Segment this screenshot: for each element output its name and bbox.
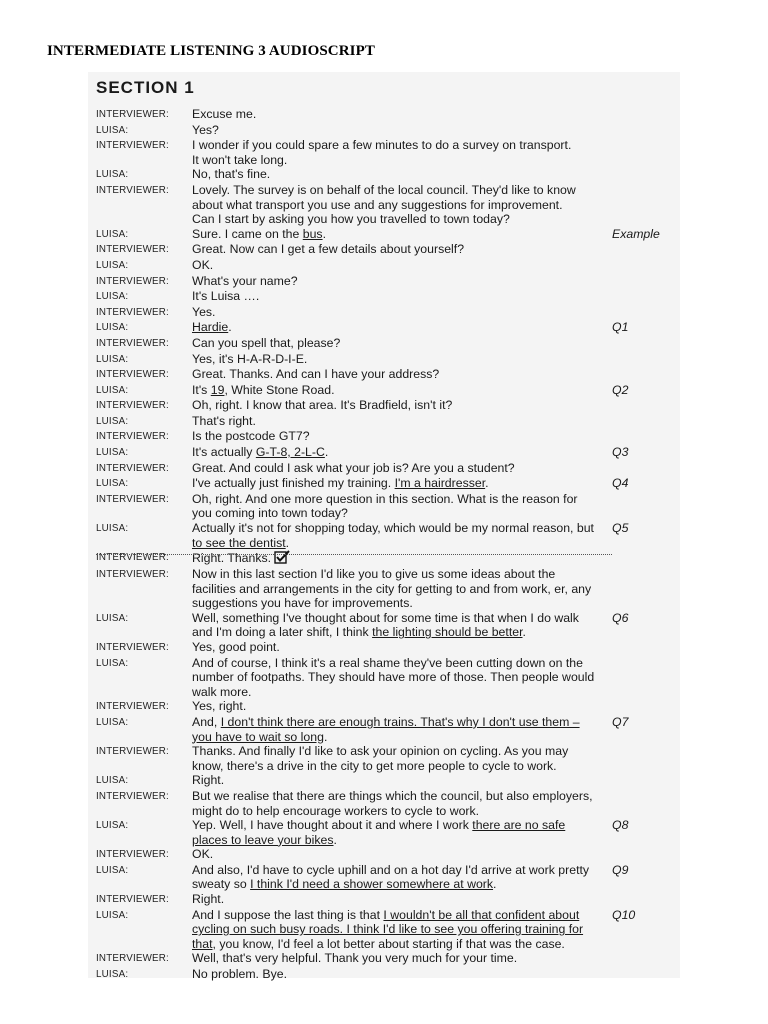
speech-line	[192, 715, 612, 730]
speaker-label: LUISA:	[96, 969, 129, 981]
answer-underlined: G-T-8, 2-L-C	[255, 445, 325, 460]
speech-line	[192, 521, 612, 536]
dialogue-turn	[96, 521, 676, 550]
text-segment: And of course, I think it's a real shame they've been cutting down on the	[192, 655, 583, 670]
speaker-label: LUISA:	[96, 523, 129, 535]
speech-line	[192, 320, 612, 335]
speech-text	[192, 383, 612, 398]
text-segment: , you know, I'd feel a lot better about starting if that was the case.	[212, 936, 565, 951]
speech-text	[192, 656, 612, 700]
speech-text	[192, 818, 612, 847]
section-heading: SECTION 1	[96, 78, 195, 97]
text-segment: Can I start by asking you how you travelled to town today?	[192, 212, 510, 227]
text-segment: Right.	[192, 773, 225, 788]
speech-text	[192, 892, 612, 907]
dialogue-turn	[96, 715, 676, 744]
speech-line	[192, 167, 612, 182]
speech-line	[192, 744, 612, 759]
speech-line	[192, 445, 612, 460]
speech-line	[192, 227, 612, 242]
text-segment: I've actually just finished my training.	[192, 476, 395, 491]
speaker-label: INTERVIEWER:	[96, 790, 169, 802]
speech-line	[192, 429, 612, 444]
speaker-label: LUISA:	[96, 775, 129, 787]
question-tag: Example	[612, 226, 660, 241]
speech-text	[192, 336, 612, 351]
dialogue-turn	[96, 167, 676, 183]
text-segment: That's right.	[192, 413, 256, 428]
speech-text	[192, 640, 612, 655]
answer-underlined: I wouldn't be all that confident about	[383, 907, 580, 922]
question-tag: Q7	[612, 714, 629, 729]
speech-text	[192, 789, 612, 818]
document-title: INTERMEDIATE LISTENING 3 AUDIOSCRIPT	[47, 43, 375, 59]
speaker-label: INTERVIEWER:	[96, 641, 169, 653]
speech-text	[192, 908, 612, 952]
speech-text	[192, 773, 612, 788]
speaker-label: INTERVIEWER:	[96, 431, 169, 443]
dialogue-turn	[96, 305, 676, 321]
text-segment: Right.	[192, 892, 225, 907]
answer-underlined: to see the dentist	[192, 535, 286, 550]
speech-line	[192, 625, 612, 640]
dialogue-turn	[96, 818, 676, 847]
text-segment: .	[522, 625, 526, 640]
speaker-label: INTERVIEWER:	[96, 894, 169, 906]
speech-line	[192, 759, 612, 774]
speech-text	[192, 183, 612, 227]
speaker-label: INTERVIEWER:	[96, 140, 169, 152]
speaker-label: INTERVIEWER:	[96, 275, 169, 287]
text-segment: Can you spell that, please?	[192, 335, 341, 350]
speech-text	[192, 414, 612, 429]
text-segment: Yes, it's H-A-R-D-I-E.	[192, 351, 308, 366]
dialogue-turn	[96, 289, 676, 305]
speaker-label: INTERVIEWER:	[96, 462, 169, 474]
text-segment: .	[323, 729, 328, 744]
dialogue-turn	[96, 445, 676, 461]
speech-line	[192, 336, 612, 351]
text-segment: Great. And could I ask what your job is? Are you a student?	[192, 460, 515, 475]
speech-line	[192, 258, 612, 273]
question-tag: Q9	[612, 862, 629, 877]
speaker-label: LUISA:	[96, 716, 129, 728]
speech-text	[192, 398, 612, 413]
text-segment: And,	[192, 714, 221, 729]
speech-text	[192, 967, 612, 982]
question-tag: Q10	[612, 907, 636, 922]
speech-line	[192, 656, 612, 671]
checkbox-checked-icon	[274, 550, 290, 564]
speech-line	[192, 818, 612, 833]
speaker-label: INTERVIEWER:	[96, 701, 169, 713]
speaker-label: LUISA:	[96, 864, 129, 876]
speech-text	[192, 258, 612, 273]
speech-text	[192, 550, 612, 566]
speaker-label: INTERVIEWER:	[96, 109, 169, 120]
text-segment: Actually it's not for shopping today, which would be my normal reason, but	[192, 521, 594, 536]
speaker-label: LUISA:	[96, 169, 129, 181]
speech-text	[192, 320, 612, 335]
text-segment: .	[324, 445, 329, 460]
speech-line	[192, 242, 612, 257]
answer-underlined: there are no safe	[472, 818, 566, 833]
text-segment: Yes, good point.	[192, 639, 280, 654]
answer-underlined: I don't think there are enough trains. That's why I don't use them –	[220, 714, 580, 729]
speech-text	[192, 274, 612, 289]
speaker-label: LUISA:	[96, 353, 129, 365]
speaker-label: LUISA:	[96, 124, 129, 136]
question-tag: Q6	[612, 610, 629, 625]
question-tag: Q5	[612, 521, 629, 536]
text-segment: might do to help encourage workers to cycle to work.	[192, 803, 480, 818]
text-segment: Excuse me.	[192, 107, 257, 121]
text-segment: .	[493, 877, 497, 892]
speech-line	[192, 730, 612, 745]
speech-line	[192, 833, 612, 848]
speech-line	[192, 138, 612, 153]
text-segment: No, that's fine.	[192, 167, 271, 182]
speech-line	[192, 492, 612, 507]
text-segment: walk more.	[192, 684, 252, 699]
dialogue-turn	[96, 789, 676, 818]
text-segment: .	[322, 226, 326, 241]
dialogue-turn	[96, 352, 676, 368]
dialogue-turn	[96, 320, 676, 336]
speech-line	[192, 922, 612, 937]
dialogue-turn	[96, 227, 676, 243]
dialogue-part-1	[96, 107, 676, 566]
speech-line	[192, 352, 612, 367]
speech-line	[192, 414, 612, 429]
dialogue-turn	[96, 367, 676, 383]
text-segment: Yes.	[192, 304, 216, 319]
text-segment: number of footpaths. They should have more of those. Then people would	[192, 670, 595, 685]
speech-line	[192, 773, 612, 788]
speech-text	[192, 167, 612, 182]
dialogue-turn	[96, 492, 676, 521]
speech-line	[192, 789, 612, 804]
speaker-label: LUISA:	[96, 820, 129, 832]
speaker-label: LUISA:	[96, 291, 129, 303]
dialogue-turn	[96, 892, 676, 908]
text-segment: And I suppose the last thing is that	[192, 907, 384, 922]
speech-line	[192, 367, 612, 382]
speaker-label: INTERVIEWER:	[96, 849, 169, 861]
text-segment: know, there's a drive in the city to get more people to cycle to work.	[192, 758, 557, 773]
speaker-label: INTERVIEWER:	[96, 746, 169, 758]
answer-underlined: the lighting should be better	[372, 625, 523, 640]
dialogue-turn	[96, 183, 676, 227]
speaker-label: INTERVIEWER:	[96, 369, 169, 381]
speech-text	[192, 492, 612, 521]
speech-text	[192, 476, 612, 491]
speech-text	[192, 567, 612, 611]
speech-line	[192, 398, 612, 413]
text-segment: I wonder if you could spare a few minutes to do a survey on transport.	[192, 138, 572, 153]
speech-line	[192, 183, 612, 198]
text-segment: Now in this last section I'd like you to give us some ideas about the	[192, 567, 556, 581]
text-segment: OK.	[192, 847, 214, 862]
text-segment: about what transport you use and any suggestions for improvement.	[192, 197, 563, 212]
speech-text	[192, 847, 612, 862]
speech-text	[192, 445, 612, 460]
answer-underlined: places to leave your bikes	[192, 832, 334, 847]
speech-line	[192, 908, 612, 923]
speech-line	[192, 951, 612, 966]
speech-line	[192, 804, 612, 819]
text-segment: sweaty so	[192, 877, 251, 892]
text-segment: Great. Thanks. And can I have your address?	[192, 367, 440, 382]
dialogue-turn	[96, 951, 676, 967]
speech-text	[192, 715, 612, 744]
speech-line	[192, 506, 612, 521]
text-segment: It won't take long.	[192, 152, 288, 167]
speech-line	[192, 699, 612, 714]
speech-line	[192, 640, 612, 655]
answer-underlined: cycling on such busy roads. I think I'd like to see you offering training for	[192, 922, 584, 937]
speech-line	[192, 383, 612, 398]
speech-line	[192, 847, 612, 862]
dialogue-turn	[96, 863, 676, 892]
text-segment: Thanks. And finally I'd like to ask your opinion on cycling. As you may	[192, 744, 569, 759]
speaker-label: LUISA:	[96, 657, 129, 669]
speech-text	[192, 107, 612, 122]
question-tag: Q8	[612, 818, 629, 833]
dialogue-turn	[96, 640, 676, 656]
answer-underlined: Hardie	[192, 320, 229, 335]
speech-text	[192, 699, 612, 714]
speech-line	[192, 877, 612, 892]
speaker-label: INTERVIEWER:	[96, 244, 169, 256]
section-divider	[96, 554, 612, 555]
speech-line	[192, 611, 612, 626]
speech-text	[192, 123, 612, 138]
speaker-label: LUISA:	[96, 384, 129, 396]
question-tag: Q3	[612, 445, 629, 460]
speaker-label: INTERVIEWER:	[96, 400, 169, 412]
text-segment: What's your name?	[192, 273, 298, 288]
dialogue-turn	[96, 611, 676, 640]
speech-text	[192, 138, 612, 167]
dialogue-turn	[96, 138, 676, 167]
text-segment: No problem. Bye.	[192, 967, 288, 982]
text-segment: you coming into town today?	[192, 506, 348, 521]
speech-line	[192, 937, 612, 952]
speech-text	[192, 521, 612, 550]
speech-text	[192, 367, 612, 382]
speaker-label: INTERVIEWER:	[96, 953, 169, 965]
question-tag: Q1	[612, 320, 629, 335]
speech-line	[192, 596, 612, 611]
speech-line	[192, 289, 612, 304]
text-segment: .	[285, 535, 290, 550]
speech-line	[192, 274, 612, 289]
speech-line	[192, 892, 612, 907]
speech-text	[192, 352, 612, 367]
dialogue-turn	[96, 773, 676, 789]
dialogue-turn	[96, 461, 676, 477]
dialogue-turn	[96, 123, 676, 139]
text-segment: And also, I'd have to cycle uphill and on a hot day I'd arrive at work pretty	[192, 862, 590, 877]
speaker-label: LUISA:	[96, 415, 129, 427]
speaker-label: INTERVIEWER:	[96, 306, 169, 318]
dialogue-turn	[96, 908, 676, 952]
dialogue-turn	[96, 429, 676, 445]
speaker-label: LUISA:	[96, 478, 129, 490]
text-segment: Right. Thanks.	[192, 551, 272, 566]
speech-line	[192, 550, 612, 566]
text-segment: It's	[192, 382, 211, 397]
text-segment: Well, something I've thought about for some time is that when I do walk	[192, 610, 579, 625]
question-tag: Q2	[612, 382, 629, 397]
speaker-label: LUISA:	[96, 228, 129, 240]
text-segment: Yes?	[192, 122, 219, 137]
speech-line	[192, 123, 612, 138]
speech-line	[192, 305, 612, 320]
dialogue-turn	[96, 656, 676, 700]
dialogue-turn	[96, 107, 676, 123]
speech-line	[192, 461, 612, 476]
dialogue-turn	[96, 336, 676, 352]
answer-underlined: you have to wait so long	[192, 729, 324, 744]
text-segment: OK.	[192, 257, 214, 272]
speech-line	[192, 198, 612, 213]
dialogue-turn	[96, 383, 676, 399]
text-segment: Is the postcode GT7?	[192, 429, 310, 444]
speaker-label: INTERVIEWER:	[96, 569, 169, 580]
question-tag: Q4	[612, 476, 629, 491]
text-segment: Oh, right. And one more question in this section. What is the reason for	[192, 491, 578, 506]
dialogue-turn	[96, 398, 676, 414]
dialogue-turn	[96, 258, 676, 274]
dialogue-turn	[96, 274, 676, 290]
text-segment: It's actually	[192, 445, 256, 460]
answer-underlined: 19	[210, 382, 225, 397]
dialogue-part-2	[96, 567, 676, 983]
speech-text	[192, 227, 612, 242]
text-segment: suggestions you have for improvements.	[192, 596, 413, 611]
dialogue-turn	[96, 550, 676, 566]
dialogue-turn	[96, 414, 676, 430]
text-segment: Great. Now can I get a few details about yourself?	[192, 242, 465, 257]
speech-line	[192, 685, 612, 700]
text-segment: Well, that's very helpful. Thank you very much for your time.	[192, 951, 518, 966]
dialogue-turn	[96, 744, 676, 773]
speech-line	[192, 107, 612, 122]
speech-line	[192, 670, 612, 685]
speech-text	[192, 242, 612, 257]
text-segment: Yes, right.	[192, 699, 247, 714]
speech-line	[192, 476, 612, 491]
text-segment: Sure. I came on the	[192, 226, 303, 241]
speech-line	[192, 967, 612, 982]
speech-line	[192, 212, 612, 227]
answer-underlined: bus	[302, 226, 323, 241]
dialogue-turn	[96, 967, 676, 983]
speech-line	[192, 536, 612, 551]
speech-text	[192, 611, 612, 640]
dialogue-turn	[96, 699, 676, 715]
text-segment: facilities and arrangements in the city for getting to and from work, er, any	[192, 581, 592, 596]
speaker-label: INTERVIEWER:	[96, 184, 169, 196]
text-segment: .	[333, 832, 337, 847]
dialogue-turn	[96, 567, 676, 611]
speech-line	[192, 582, 612, 597]
speaker-label: INTERVIEWER:	[96, 337, 169, 349]
answer-underlined: I'm a hairdresser	[394, 476, 486, 491]
speaker-label: INTERVIEWER:	[96, 552, 169, 564]
dialogue-turn	[96, 847, 676, 863]
text-segment: .	[485, 476, 489, 491]
speaker-label: LUISA:	[96, 447, 129, 459]
text-segment: , White Stone Road.	[224, 382, 335, 397]
speaker-label: LUISA:	[96, 612, 129, 624]
answer-underlined: that	[192, 936, 213, 951]
text-segment: Lovely. The survey is on behalf of the local council. They'd like to know	[192, 182, 576, 197]
text-segment: Oh, right. I know that area. It's Bradfield, isn't it?	[192, 398, 453, 413]
dialogue-turn	[96, 242, 676, 258]
text-segment: and I'm doing a later shift, I think	[192, 625, 373, 640]
text-segment: .	[228, 320, 232, 335]
answer-underlined: I think I'd need a shower somewhere at work	[250, 877, 494, 892]
speech-line	[192, 863, 612, 878]
speech-line	[192, 567, 612, 582]
speaker-label: INTERVIEWER:	[96, 493, 169, 505]
speech-text	[192, 461, 612, 476]
speech-text	[192, 429, 612, 444]
text-segment: Yep. Well, I have thought about it and where I work	[192, 818, 473, 833]
speech-text	[192, 951, 612, 966]
speech-text	[192, 305, 612, 320]
speaker-label: LUISA:	[96, 322, 129, 334]
speech-text	[192, 744, 612, 773]
text-segment: But we realise that there are things which the council, but also employers,	[192, 788, 593, 803]
dialogue-turn	[96, 476, 676, 492]
speaker-label: LUISA:	[96, 259, 129, 271]
speech-text	[192, 289, 612, 304]
speech-text	[192, 863, 612, 892]
speech-line	[192, 153, 612, 168]
text-segment: It's Luisa ….	[192, 289, 260, 304]
speaker-label: LUISA:	[96, 909, 129, 921]
